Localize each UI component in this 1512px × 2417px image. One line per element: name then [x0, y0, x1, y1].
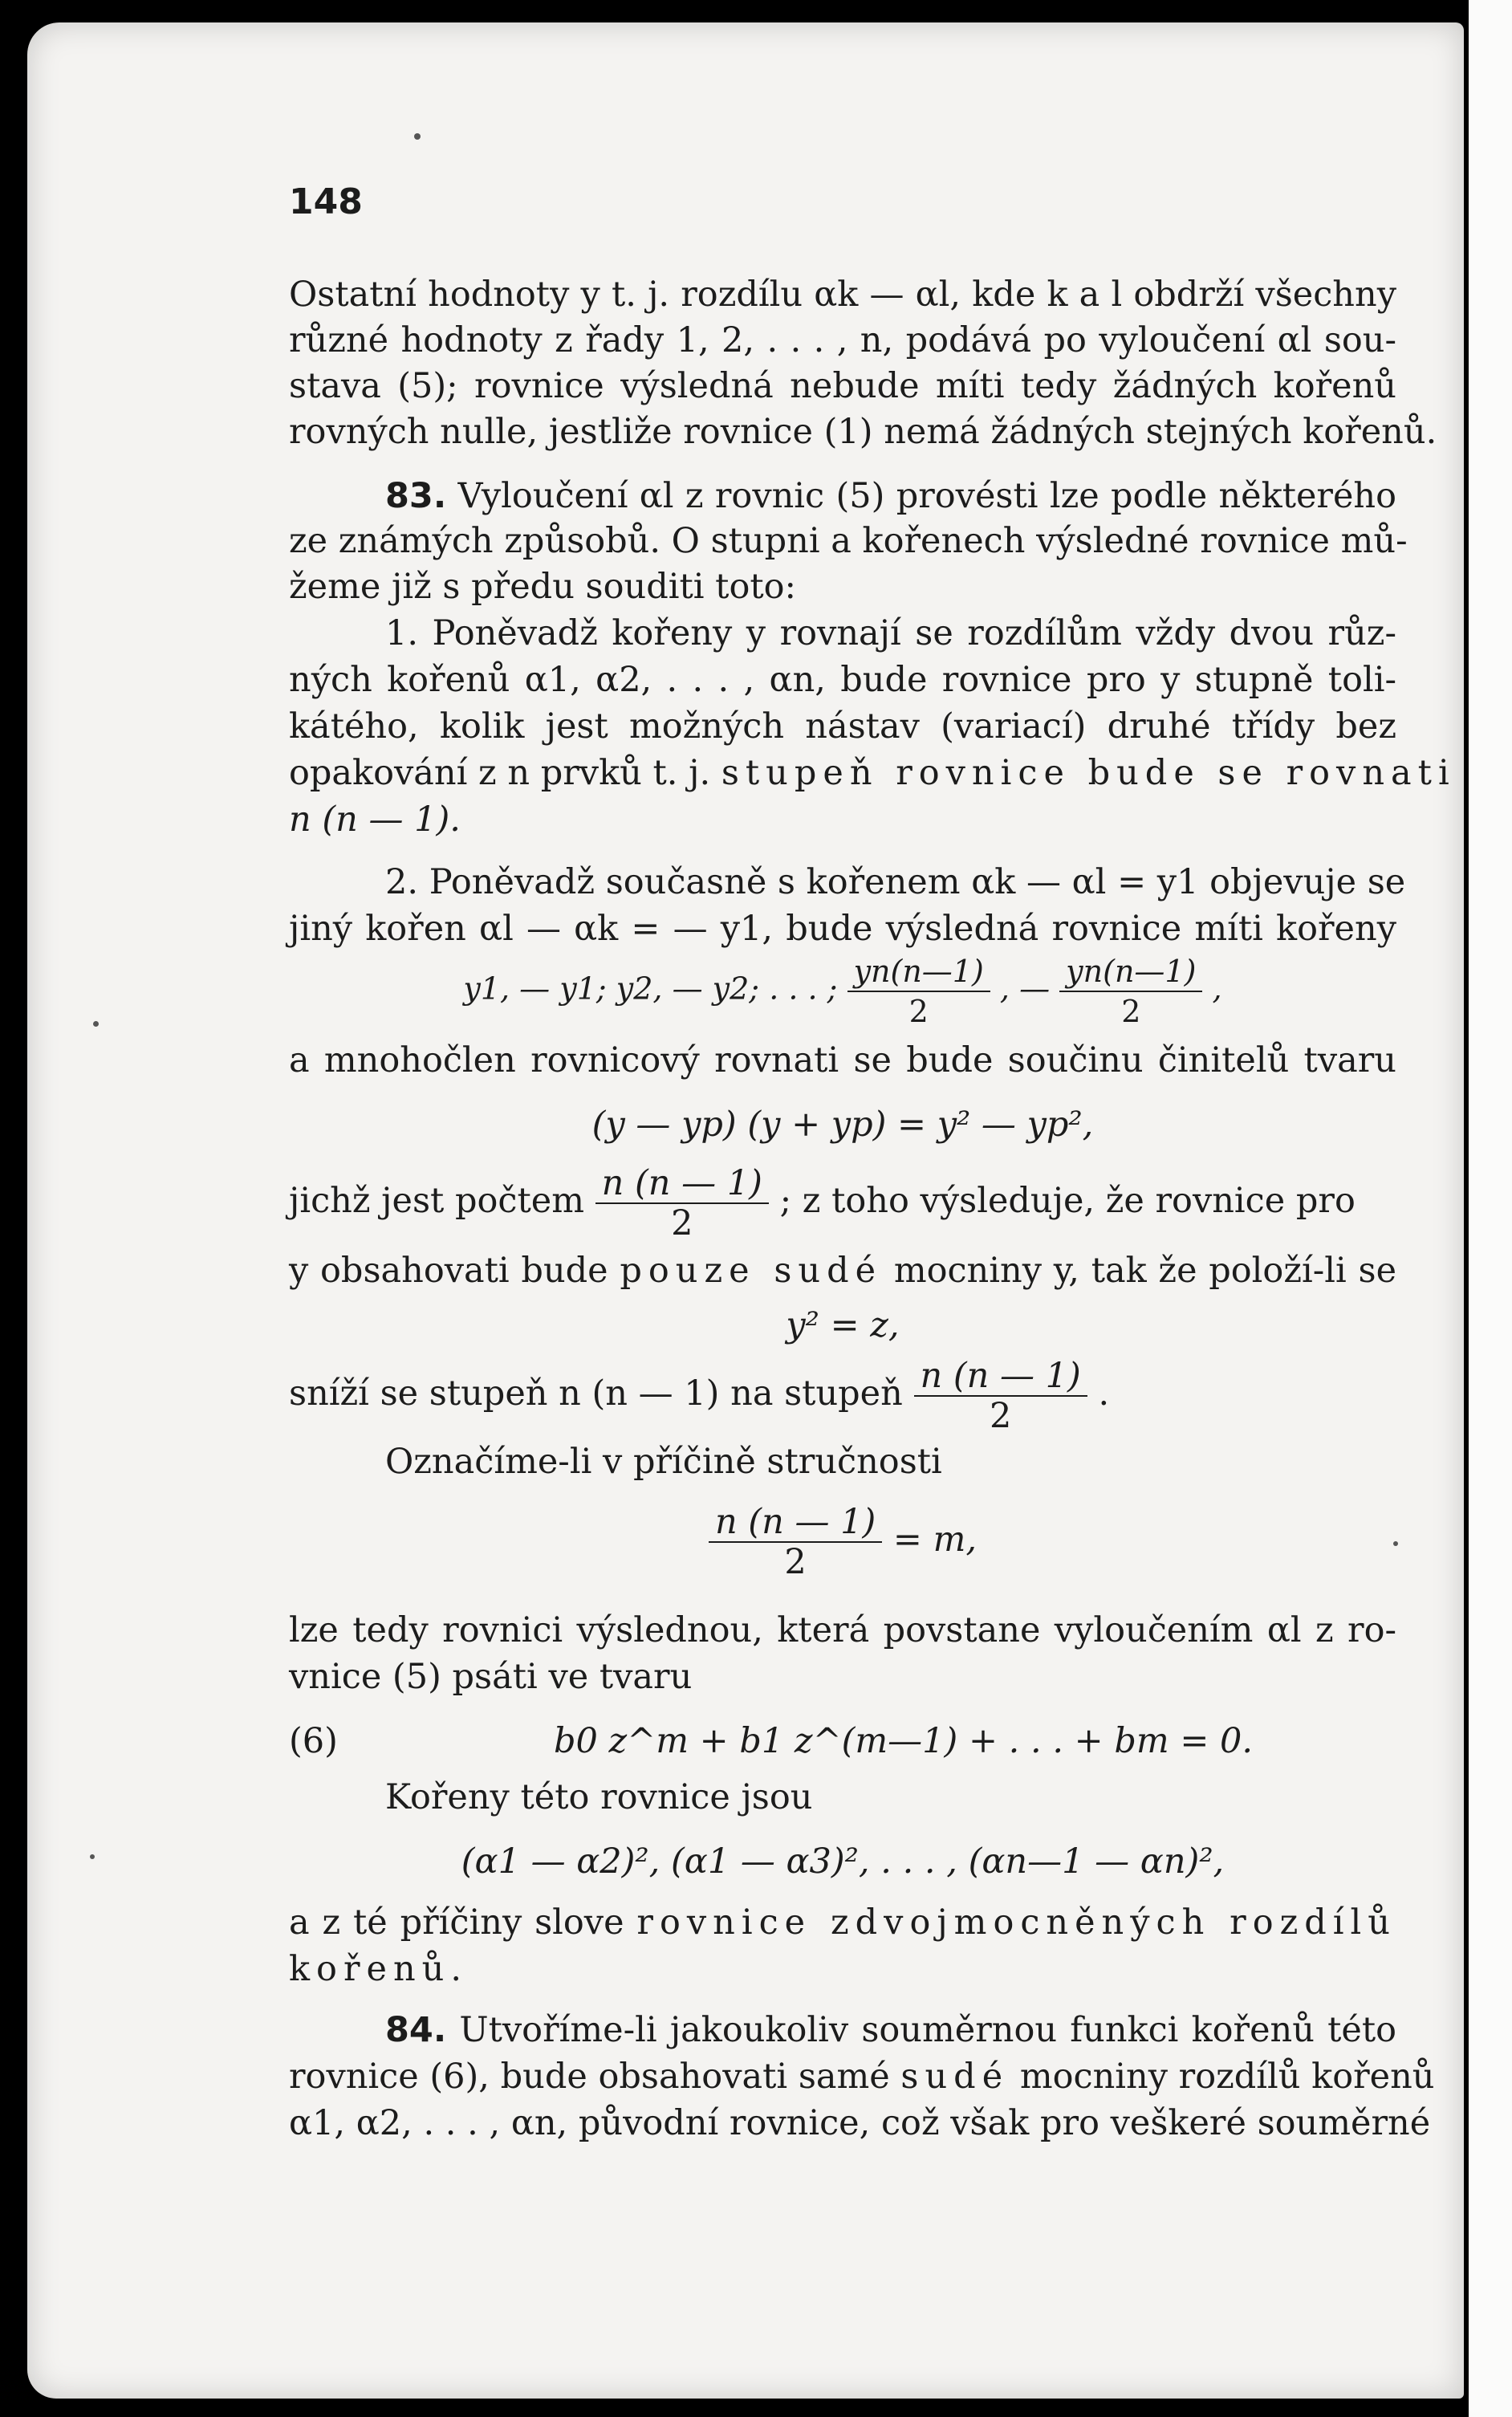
fraction-numerator: yn(n—1) — [1059, 952, 1202, 992]
formula-part: = m, — [892, 1520, 978, 1560]
speck — [414, 133, 421, 140]
fraction — [1059, 952, 1202, 1031]
section-83-line — [385, 473, 1396, 519]
text-span: a z té příčiny slove — [289, 1902, 624, 1943]
text-line: Ostatní hodnoty y t. j. rozdílu αk — αl, kde k a l obdrží všechny — [289, 275, 1396, 315]
text-line — [289, 1357, 1109, 1435]
formula-part: , — — [999, 970, 1051, 1007]
fraction-denominator: 2 — [1121, 994, 1141, 1029]
fraction-numerator: n (n — 1) — [709, 1503, 882, 1543]
section-number: 83. — [385, 476, 447, 516]
text-line: ze známých způsobů. O stupni a kořenech výsledné rovnice mů- — [289, 521, 1408, 561]
text-line: a mnohočlen rovnicový rovnati se bude součinu činitelů tvaru — [289, 1040, 1396, 1080]
fraction-denominator: 2 — [908, 994, 929, 1029]
fraction-denominator: 2 — [671, 1203, 693, 1243]
text-line: 2. Poněvadž současně s kořenem αk — αl = y1 objevuje se — [385, 862, 1406, 902]
text-line — [289, 2053, 1435, 2100]
page-number: 148 — [289, 181, 363, 222]
text-span: . — [1098, 1373, 1110, 1414]
text-span: opakování z n prvků t. j. — [289, 753, 711, 793]
text-line: kátého, kolik jest možných nástav (variací) druhé třídy bez — [289, 706, 1396, 747]
roots-formula — [289, 952, 1396, 1031]
text-line: lze tedy rovnici výslednou, která povstane vyloučením αl z ro- — [289, 1610, 1396, 1650]
text-line: Utvoříme-li jakoukoliv souměrnou funkci kořenů této — [459, 2010, 1396, 2050]
fraction-denominator: 2 — [989, 1396, 1012, 1436]
text-line: rovných nulle, jestliže rovnice (1) nemá žádných stejných kořenů. — [289, 412, 1437, 452]
fraction — [595, 1164, 769, 1243]
text-span: sníží se stupeň n (n — 1) na stupeň — [289, 1373, 903, 1414]
text-line: vnice (5) psáti ve tvaru — [289, 1657, 693, 1697]
text-line — [289, 1164, 1396, 1243]
text-line: α1, α2, . . . , αn, původní rovnice, což však pro veškeré souměrné — [289, 2103, 1431, 2143]
m-definition-formula — [289, 1503, 1396, 1581]
text-line: kořenů. — [289, 1949, 469, 1989]
emphasis-span: pouze sudé — [620, 1251, 883, 1291]
speck — [90, 1854, 95, 1859]
emphasis-span: rovnice zdvojmocněných rozdílů — [636, 1902, 1396, 1943]
text-line: stava (5); rovnice výsledná nebude míti tedy žádných kořenů — [289, 366, 1396, 406]
text-line: různé hodnoty z řady 1, 2, . . . , n, podává po vyloučení αl sou- — [289, 320, 1396, 360]
text-line — [289, 1899, 1396, 1946]
fraction-numerator: yn(n—1) — [847, 952, 990, 992]
fraction — [709, 1503, 882, 1581]
text-line — [289, 1247, 1396, 1294]
emphasis-span: stupeň rovnice bude se rovnati — [721, 753, 1456, 793]
text-line: jiný kořen αl — αk = — y1, bude výsledná rovnice míti kořeny — [289, 909, 1396, 949]
text-line: žeme již s předu souditi toto: — [289, 567, 797, 607]
formula-part: , — [1212, 970, 1222, 1007]
formula-part: y1, — y1; y2, — y2; . . . ; — [463, 970, 838, 1007]
text-line: Vyloučení αl z rovnic (5) provésti lze podle některého — [457, 476, 1397, 516]
substitution-formula: y² = z, — [786, 1305, 900, 1345]
section-84-line — [385, 2007, 1396, 2053]
text-span: mocniny rozdílů kořenů — [1019, 2057, 1435, 2097]
text-line: Označíme-li v příčině stručnosti — [385, 1442, 942, 1482]
text-line: Kořeny této rovnice jsou — [385, 1777, 813, 1817]
text-span: mocniny y, tak že položí-li se — [893, 1251, 1397, 1291]
section-number: 84. — [385, 2010, 447, 2050]
fraction — [914, 1357, 1087, 1435]
equation-body: b0 z^m + b1 z^(m—1) + . . . + bm = 0. — [554, 1721, 1254, 1761]
fraction — [847, 952, 990, 1031]
fraction-numerator: n (n — 1) — [914, 1357, 1087, 1397]
page-edge — [1469, 0, 1512, 2417]
roots-squared-formula: (α1 — α2)², (α1 — α3)², . . . , (αn—1 — αn)², — [461, 1841, 1225, 1882]
text-span: ; z toho výsleduje, že rovnice pro — [779, 1181, 1356, 1221]
text-span: rovnice (6), bude obsahovati samé — [289, 2057, 890, 2097]
fraction-numerator: n (n — 1) — [595, 1164, 769, 1204]
text-line: 1. Poněvadž kořeny y rovnají se rozdílům vždy dvou růz- — [385, 613, 1396, 653]
equation-number: (6) — [289, 1721, 338, 1761]
emphasis-span: sudé — [900, 2057, 1010, 2097]
speck — [93, 1021, 99, 1027]
text-line: n (n — 1). — [289, 800, 461, 840]
text-line: ných kořenů α1, α2, . . . , αn, bude rovnice pro y stupně toli- — [289, 660, 1396, 700]
fraction-denominator: 2 — [784, 1542, 807, 1582]
text-span: y obsahovati bude — [289, 1251, 608, 1291]
product-formula: (y — yp) (y + yp) = y² — yp², — [591, 1105, 1094, 1145]
text-line — [289, 750, 1456, 796]
text-span: jichž jest počtem — [289, 1181, 584, 1221]
